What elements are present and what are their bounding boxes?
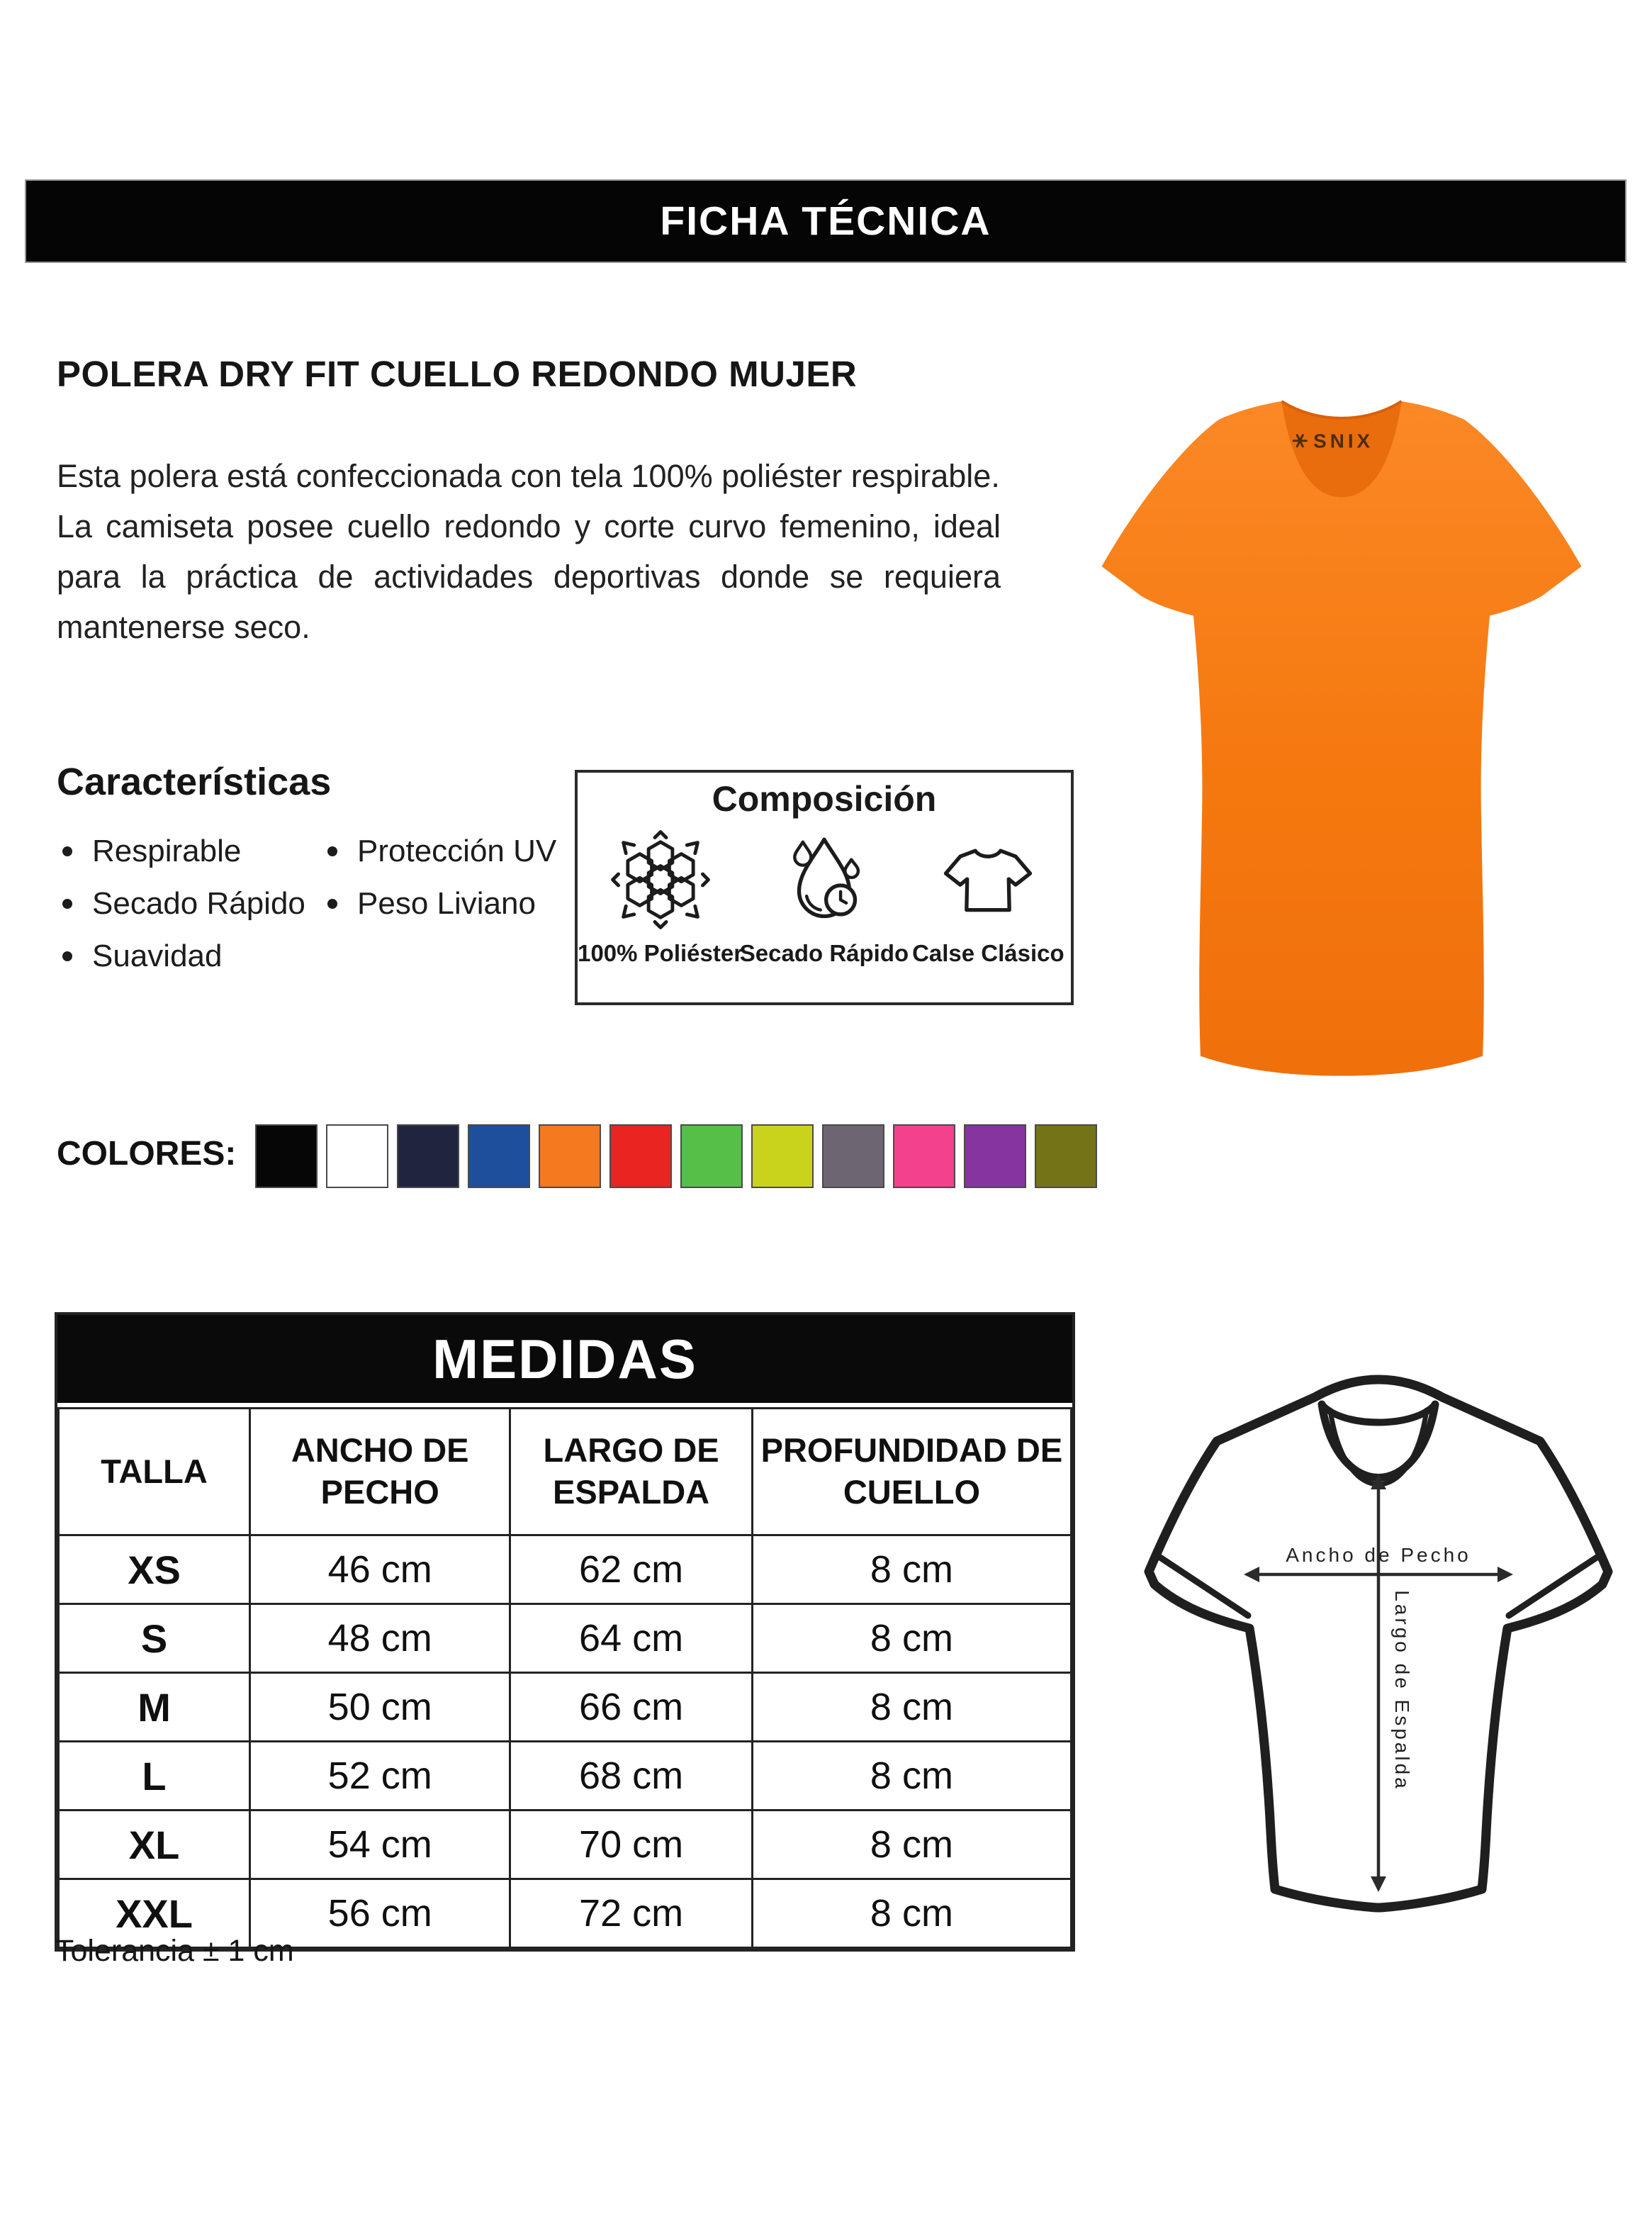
measure-cell: 54 cm <box>250 1811 510 1879</box>
caracteristicas-list-left <box>62 834 305 974</box>
measure-cell: 8 cm <box>752 1535 1071 1604</box>
bullet-icon <box>62 951 72 961</box>
composicion-box <box>575 770 1074 1005</box>
list-item-label: Protección UV <box>357 834 557 868</box>
list-item <box>327 886 556 922</box>
tshirt-outline-icon <box>938 829 1038 930</box>
composicion-items <box>578 829 1071 967</box>
measure-cell: 52 cm <box>250 1742 510 1811</box>
color-swatch-red <box>609 1124 672 1188</box>
measure-cell: 48 cm <box>250 1604 510 1673</box>
color-swatch-pink <box>893 1124 955 1188</box>
measure-cell: 66 cm <box>510 1673 753 1742</box>
measure-cell: 62 cm <box>510 1535 753 1604</box>
measure-cell: 8 cm <box>752 1604 1071 1673</box>
size-cell: XS <box>59 1535 250 1604</box>
shirt-body <box>1102 401 1582 1076</box>
measure-cell: 68 cm <box>510 1742 753 1811</box>
colores-label: COLORES: <box>57 1135 237 1173</box>
bullet-icon <box>62 899 72 909</box>
list-item-label: Respirable <box>92 834 242 868</box>
measure-cell: 8 cm <box>752 1673 1071 1742</box>
color-swatch-green <box>680 1124 743 1188</box>
column-header-profundidad: PROFUNDIDAD DE CUELLO <box>752 1409 1071 1535</box>
color-swatch-orange <box>539 1124 601 1188</box>
list-item-label: Secado Rápido <box>92 886 305 921</box>
size-cell: M <box>59 1673 250 1742</box>
color-swatch-royal-blue <box>468 1124 530 1188</box>
waterdrop-clock-icon <box>774 829 875 930</box>
list-item <box>62 886 305 922</box>
header-bar <box>25 179 1626 263</box>
measure-cell: 64 cm <box>510 1604 753 1673</box>
measure-cell: 8 cm <box>752 1879 1071 1948</box>
mesh-breathable-icon <box>610 829 711 930</box>
color-swatch-white <box>326 1124 388 1188</box>
composicion-heading: Composición <box>712 779 937 819</box>
back-length-label: Largo de Espalda <box>1391 1590 1413 1791</box>
color-swatch-purple <box>964 1124 1026 1188</box>
column-header-talla: TALLA <box>59 1409 250 1535</box>
color-swatch-lime <box>751 1124 814 1188</box>
table-row <box>59 1742 1072 1811</box>
color-swatches <box>255 1124 1097 1188</box>
measure-cell: 72 cm <box>510 1879 753 1948</box>
column-header-largo: LARGO DE ESPALDA <box>510 1409 753 1535</box>
color-swatch-black <box>255 1124 318 1188</box>
list-item <box>62 939 305 974</box>
color-swatch-olive <box>1035 1124 1097 1188</box>
size-diagram <box>1102 1336 1652 1932</box>
color-swatch-navy <box>397 1124 459 1188</box>
measure-cell: 8 cm <box>752 1742 1071 1811</box>
size-cell: XL <box>59 1811 250 1879</box>
page-title: FICHA TÉCNICA <box>660 198 991 244</box>
composicion-item <box>579 829 742 967</box>
product-title: POLERA DRY FIT CUELLO REDONDO MUJER <box>57 354 858 394</box>
list-item-label: Peso Liviano <box>357 886 536 921</box>
table-row <box>59 1673 1072 1742</box>
list-item <box>62 834 305 869</box>
measure-cell: 70 cm <box>510 1811 753 1879</box>
measure-cell: 50 cm <box>250 1673 510 1742</box>
caracteristicas-list-right <box>327 834 556 922</box>
composicion-item-label: 100% Poliéster <box>578 940 743 966</box>
medidas-section <box>55 1312 1075 1952</box>
measure-cell: 46 cm <box>250 1535 510 1604</box>
composicion-item <box>739 829 909 967</box>
table-row <box>59 1811 1072 1879</box>
table-row <box>59 1604 1072 1673</box>
svg-text:SNIX: SNIX <box>1313 430 1374 452</box>
list-item-label: Suavidad <box>92 939 223 973</box>
list-item <box>327 834 556 869</box>
bullet-icon <box>327 899 337 909</box>
color-swatch-gray <box>822 1124 884 1188</box>
tolerance-note: Tolerancia ± 1 cm <box>55 1934 294 1968</box>
table-row <box>59 1535 1072 1604</box>
measure-cell: 8 cm <box>752 1811 1071 1879</box>
measure-cell: 56 cm <box>250 1879 510 1948</box>
size-cell: L <box>59 1742 250 1811</box>
chest-width-label: Ancho de Pecho <box>1286 1544 1471 1566</box>
medidas-table <box>57 1407 1072 1949</box>
product-photo <box>1031 326 1652 1103</box>
bullet-icon <box>62 846 72 856</box>
description-paragraph: La camiseta posee cuello redondo y corte curvo femenino, ideal para la práctica de actividades deportivas donde se requiera mantenerse seco. <box>57 508 1001 646</box>
composicion-item-label: Calse Clásico <box>912 940 1064 966</box>
table-header-row <box>59 1409 1072 1535</box>
description-paragraph: Esta polera está confeccionada con tela 100% poliéster respirable. <box>57 458 1000 494</box>
medidas-table-title: MEDIDAS <box>57 1315 1072 1403</box>
caracteristicas-heading: Características <box>57 761 332 803</box>
column-header-ancho: ANCHO DE PECHO <box>250 1409 510 1535</box>
size-cell: XXL <box>59 1879 250 1948</box>
bullet-icon <box>327 846 337 856</box>
composicion-item-label: Secado Rápido <box>739 940 909 966</box>
product-description <box>57 451 1001 652</box>
size-cell: S <box>59 1604 250 1673</box>
